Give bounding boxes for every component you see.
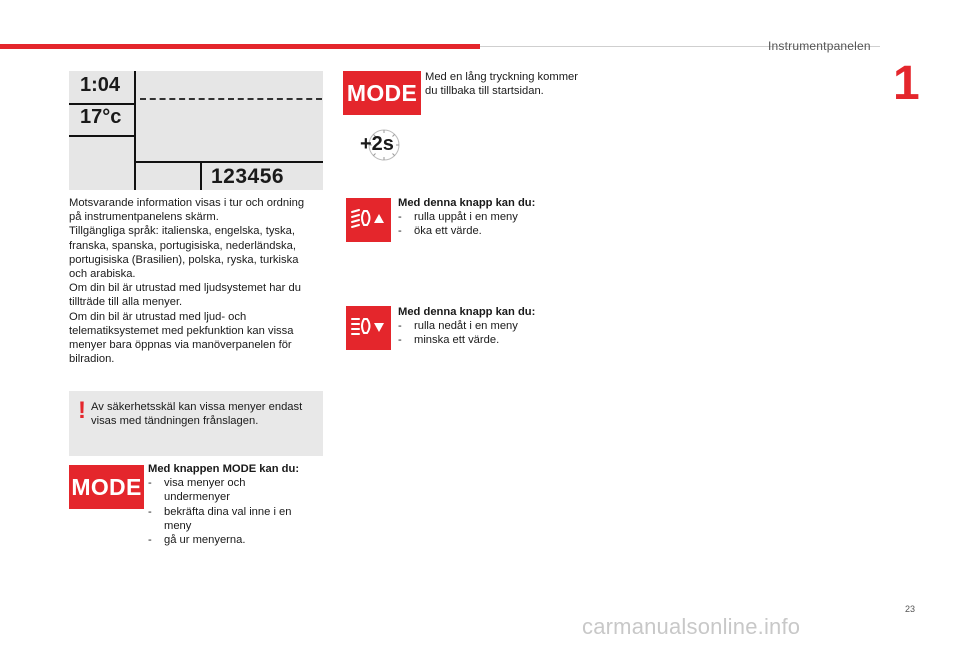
header-red-rule <box>0 44 480 49</box>
list-item <box>148 533 323 547</box>
mode-button-icon-long-press: MODE <box>343 71 421 115</box>
intro-line: telematiksystemet med pekfunktion kan vissa <box>69 324 294 337</box>
list-item: - minska ett värde. <box>398 333 598 347</box>
down-button-heading: Med denna knapp kan du: <box>398 306 536 318</box>
up-button-list <box>398 210 598 238</box>
intro-line: på instrumentpanelens skärm. <box>69 211 219 224</box>
intro-line: portugisiska (Brasilien), polska, ryska, turkiska <box>69 253 299 266</box>
mode-function-list <box>148 476 323 547</box>
warning-icon: ! <box>78 397 86 424</box>
mode-heading: Med knappen MODE kan du: <box>148 463 300 475</box>
display-divider-left <box>69 103 135 105</box>
list-item: - rulla uppåt i en meny <box>398 210 598 224</box>
list-item: - öka ett värde. <box>398 224 598 238</box>
mode-description <box>148 462 323 547</box>
long-press-text <box>425 70 615 98</box>
intro-paragraph <box>69 196 329 366</box>
warning-line: Av säkerhetsskäl kan vissa menyer endast <box>91 401 303 413</box>
display-dashed-line <box>140 98 322 100</box>
chapter-number: 1 <box>893 57 920 110</box>
display-divider-bottom <box>135 161 323 163</box>
down-button-description <box>398 305 598 348</box>
page-number: 23 <box>905 604 916 614</box>
intro-line: menyer bara öppnas via manöverpanelen för <box>69 339 292 352</box>
section-title: Instrumentpanelen <box>768 39 871 53</box>
headlight-down-icon <box>346 306 391 350</box>
display-time: 1:04 <box>80 74 121 96</box>
list-item: - rulla nedåt i en meny <box>398 319 598 333</box>
watermark: carmanualsonline.info <box>582 614 801 639</box>
list-item <box>148 505 323 533</box>
instrument-display-illustration <box>69 71 323 190</box>
display-divider-odometer <box>200 161 202 190</box>
intro-line: Tillgängliga språk: italienska, engelska, tyska, <box>69 225 295 238</box>
intro-line: och arabiska. <box>69 268 136 281</box>
list-item-line: - gå ur menyerna. <box>164 534 246 547</box>
intro-line: Om din bil är utrustad med ljudsystemet har du <box>69 282 301 295</box>
display-divider-left-lower <box>69 135 135 137</box>
intro-line: tillträde till alla menyer. <box>69 296 183 309</box>
light-up-button-icon <box>346 198 391 242</box>
display-odometer: 123456 <box>211 165 285 188</box>
hold-two-seconds-icon <box>355 125 405 165</box>
warning-line: visas med tändningen frånslagen. <box>91 415 259 428</box>
display-temperature: 17°c <box>80 106 122 128</box>
intro-line: bilradion. <box>69 353 115 366</box>
long-press-line: du tillbaka till startsidan. <box>425 85 544 98</box>
down-button-list <box>398 319 598 347</box>
up-button-description <box>398 196 598 239</box>
list-item-line: meny <box>164 519 192 532</box>
headlight-up-icon <box>346 198 391 242</box>
mode-button-icon: MODE <box>69 465 144 509</box>
light-down-button-icon <box>346 306 391 350</box>
long-press-line: Med en lång tryckning kommer <box>425 71 578 83</box>
list-item-line: - visa menyer och <box>164 477 246 490</box>
display-divider-vertical <box>134 71 136 190</box>
intro-line: Motsvarande information visas i tur och ordning <box>69 197 305 209</box>
list-item-line: undermenyer <box>164 491 230 504</box>
intro-line: franska, spanska, portugisiska, nederländska, <box>69 239 296 252</box>
list-item-line: - bekräfta dina val inne i en <box>164 505 292 518</box>
list-item <box>148 476 323 504</box>
up-button-heading: Med denna knapp kan du: <box>398 197 536 209</box>
warning-text <box>91 400 319 428</box>
warning-box <box>69 391 323 456</box>
hold-duration-label: +2s <box>360 133 394 155</box>
intro-line: Om din bil är utrustad med ljud- och <box>69 310 247 323</box>
